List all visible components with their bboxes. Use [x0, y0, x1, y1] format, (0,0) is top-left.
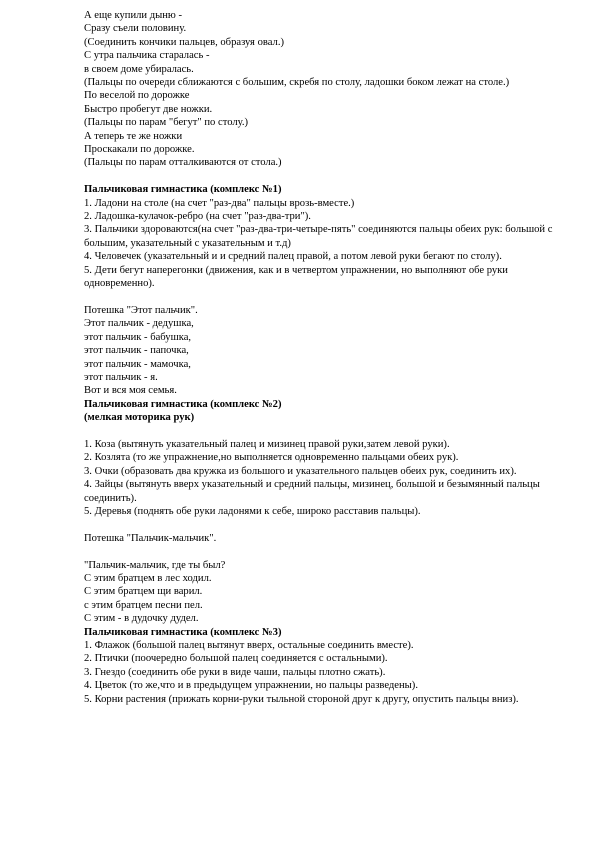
- blank-line: [84, 291, 555, 304]
- text-line: (Соединить кончики пальцев, образуя овал.): [84, 36, 284, 48]
- text-line: Вот и вся моя семья.: [84, 385, 177, 397]
- text-line: (Пальцы по очереди сближаются с большим, скребя по столу, ладошки боком лежат на столе.): [84, 77, 510, 89]
- text-line: этот пальчик - я.: [84, 371, 158, 383]
- text-line: С этим братцем в лес ходил.: [84, 572, 212, 584]
- text-line: этот пальчик - мамочка,: [84, 358, 191, 370]
- text-line: 5. Дети бегут наперегонки (движения, как и в четвертом упражнении, но выполняют обе руки одновременно).: [84, 264, 508, 290]
- text-line: 4. Человечек (указательный и и средний палец правой, а потом левой руки бегают по столу).: [84, 251, 502, 263]
- text-line: Быстро пробегут две ножки.: [84, 103, 213, 115]
- text-line: А еще купили дыню -: [84, 10, 183, 21]
- text-line: 1. Флажок (большой палец вытянут вверх, остальные соединить вместе).: [84, 640, 414, 652]
- text-line: С этим - в дудочку дудел.: [84, 613, 199, 625]
- text-line: этот пальчик - бабушка,: [84, 331, 192, 343]
- text-line: 5. Деревья (поднять обе руки ладонями к себе, широко расставив пальцы).: [84, 505, 421, 517]
- section-heading: Пальчиковая гимнастика (комплекс №1): [84, 184, 282, 196]
- blank-line: [84, 545, 555, 558]
- section-heading: Пальчиковая гимнастика (комплекс №2): [84, 398, 282, 410]
- section-heading: (мелкая моторика рук): [84, 412, 195, 424]
- text-line: По веселой по дорожке: [84, 90, 190, 102]
- text-line: 3. Очки (образовать два кружка из большого и указательного пальцев обеих рук, соединить их).: [84, 465, 517, 477]
- text-line: 2. Ладошка-кулачок-ребро (на счет "раз-два-три").: [84, 211, 311, 223]
- text-line: Потешка "Этот пальчик".: [84, 304, 198, 316]
- text-line: С утра пальчика старалась -: [84, 50, 210, 62]
- text-line: с этим братцем песни пел.: [84, 599, 203, 611]
- text-line: Проскакали по дорожке.: [84, 144, 195, 156]
- text-line: (Пальцы по парам "бегут" по столу.): [84, 117, 249, 129]
- blank-line: [84, 170, 555, 183]
- text-line: 4. Цветок (то же,что и в предыдущем упражнении, но пальцы разведены).: [84, 680, 418, 692]
- text-line: "Пальчик-мальчик, где ты был?: [84, 559, 226, 571]
- text-line: 3. Гнездо (соединить обе руки в виде чаши, пальцы плотно сжать).: [84, 666, 386, 678]
- text-line: С этим братцем щи варил.: [84, 586, 203, 598]
- text-line: 1. Ладони на столе (на счет "раз-два" пальцы врозь-вместе.): [84, 197, 355, 209]
- text-line: А теперь те же ножки: [84, 130, 183, 142]
- text-line: в своем доме убиралась.: [84, 63, 194, 75]
- text-line: 4. Зайцы (вытянуть вверх указательный и средний пальцы, мизинец, большой и безымянный пальцы соединить).: [84, 479, 540, 504]
- text-line: 2. Птички (поочередно большой палец соединяется с остальными).: [84, 653, 388, 665]
- blank-line: [84, 518, 555, 531]
- text-line: этот пальчик - папочка,: [84, 345, 189, 357]
- text-line: 1. Коза (вытянуть указательный палец и мизинец правой руки,затем левой руки).: [84, 438, 450, 450]
- section-heading: Пальчиковая гимнастика (комплекс №3): [84, 626, 282, 638]
- text-line: 3. Пальчики здороваются(на счет "раз-два-три-четыре-пять" соединяются пальцы обеих рук: большой с большим, указательный с указательным и т.д): [84, 224, 553, 249]
- text-line: 2. Козлята (то же упражнение,но выполняется одновременно пальцами обеих рук).: [84, 452, 459, 464]
- text-line: Сразу съели половину.: [84, 23, 187, 35]
- blank-line: [84, 425, 555, 438]
- text-line: Этот пальчик - дедушка,: [84, 318, 194, 330]
- text-line: Потешка "Пальчик-мальчик".: [84, 532, 217, 544]
- text-line: (Пальцы по парам отталкиваются от стола.): [84, 157, 282, 169]
- text-line: 5. Корни растения (прижать корни-руки тыльной стороной друг к другу, опустить пальцы вниз).: [84, 693, 519, 705]
